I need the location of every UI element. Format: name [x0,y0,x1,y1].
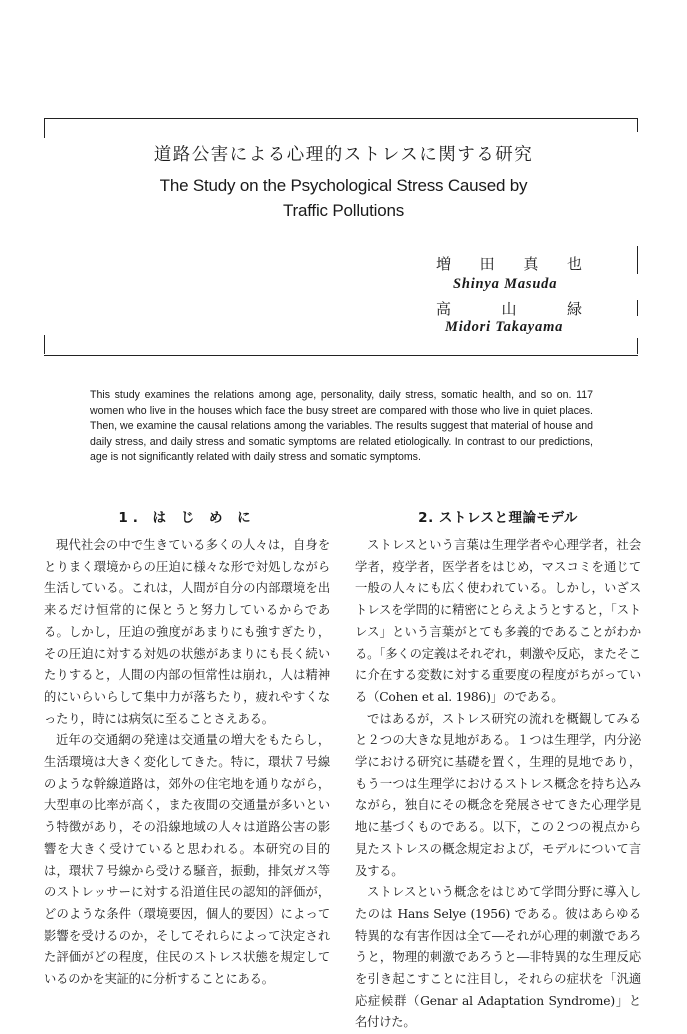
title-japanese: 道路公害による心理的ストレスに関する研究 [153,145,534,165]
column-left [44,506,330,991]
paragraph: 現代社会の中で生きている多くの人々は，自身をとりまく環境からの圧迫に様々な形で対処しながら生活している。これは，人間が自分の内部環境を出来るだけ恒常的に保とうと努力しているからである。しかし，圧迫の強度があまりにも強すぎたり，その圧迫に対する対処の状態があまりにも長く続いたりすると，人間の内部の恒常性は崩れ，人は精神的にいらいらして集中力が落ちたり，疲れやすくなったり，時には病気に至ることさえある。 [44,538,330,726]
author-1-char: 増 [436,255,452,273]
frame-right-mark-2 [637,246,638,274]
column-right [355,506,641,1034]
section-heading-intro: 1. は じ め に [118,510,256,526]
author-2-char: 緑 [566,300,582,318]
frame-left-corner-top [44,118,45,138]
author-1-english: Shinya Masuda [453,276,558,292]
paragraph: ではあるが，ストレス研究の流れを概観してみると２つの大きな見地がある。１つは生理学，内分泌学における研究に基礎を置く，生理的見地であり，もう一つは生理学におけるストレス概念を持ち込みながら，独自にその概念を発展させてきた心理学見地に基づくものである。以下，この２つの視点から見たストレスの概念規定および，モデルについて言及する。 [355,711,641,878]
frame-right-mark-1 [637,118,638,132]
author-2-english: Midori Takayama [445,319,564,335]
abstract [90,388,593,466]
author-1-char: 田 [479,255,495,273]
frame-right-mark-3 [637,300,638,316]
section-heading-stress: 2. ストレスと理論モデル [418,510,578,526]
author-2-char: 高 [436,300,452,318]
paragraph: 近年の交通網の発達は交通量の増大をもたらし，生活環境は大きく変化してきた。特に，環状７号線のような幹線道路は，郊外の住宅地を通りながら，大型車の比率が高く，また夜間の交通量が多いという特徴があり，その沿線地域の人々は道路公害の影響を大きく受けていると思われる。本研究の目的は，環状７号線から受ける騒音，振動，排気ガス等のストレッサーに対する沿道住民の認知的評価が，どのような条件（環境要因，個人的要因）によって影響を受けるのか，そしてそれらによって決定された評価がどの程度，住民のストレス状態を規定しているのかを実証的に分析することにある。 [44,733,330,987]
title-english-line2: Traffic Pollutions [282,201,405,220]
author-1-char: 真 [523,255,539,273]
paragraph: ストレスという言葉は生理学者や心理学者，社会学者，疫学者，医学者をはじめ，マスコミを通じて一般の人々にも広く使われている。しかし，いざストレスを学問的に精密にとらえようとすると，「ストレス」という言葉がとても多義的であることがわかる。「多くの定義はそれぞれ，刺激や反応，またそこに介在する変数に対する重要度の程度がちがっている（Cohen et al. 1986)」のである。 [355,538,641,704]
frame-right-mark-4 [637,338,638,354]
abstract-text: This study examines the relations among age, personality, daily stress, somatic health, and so on. 117 women who live in the houses which face the busy street are compared with those who live in quiet places. Then, we examine the causal relations among the variables. The results suggest that material of house and daily stress, and daily stress and somatic symptoms are related etiologically. In contrast to our predictions, age is not significantly related with daily stress and somatic symptoms. [90,389,593,464]
author-1-japanese [436,253,582,274]
title-english-line1: The Study on the Psychological Stress Caused by [159,176,528,195]
paragraph: ストレスという概念をはじめて学問分野に導入したのは Hans Selye (1956) である。彼はあらゆる特異的な有害作因は全て―それが心理的刺激であろうと，物理的刺激であろうと―非特異的な生理反応を引き起こすことに注目し，それらの症状を「汎適応症候群（Genar al Adaptation Syndrome)」と名付けた。 [355,885,641,1030]
frame-left-corner-bottom [44,335,45,354]
author-2-char: 山 [501,300,517,318]
author-1-char: 也 [566,255,582,273]
author-2-japanese [436,298,582,319]
